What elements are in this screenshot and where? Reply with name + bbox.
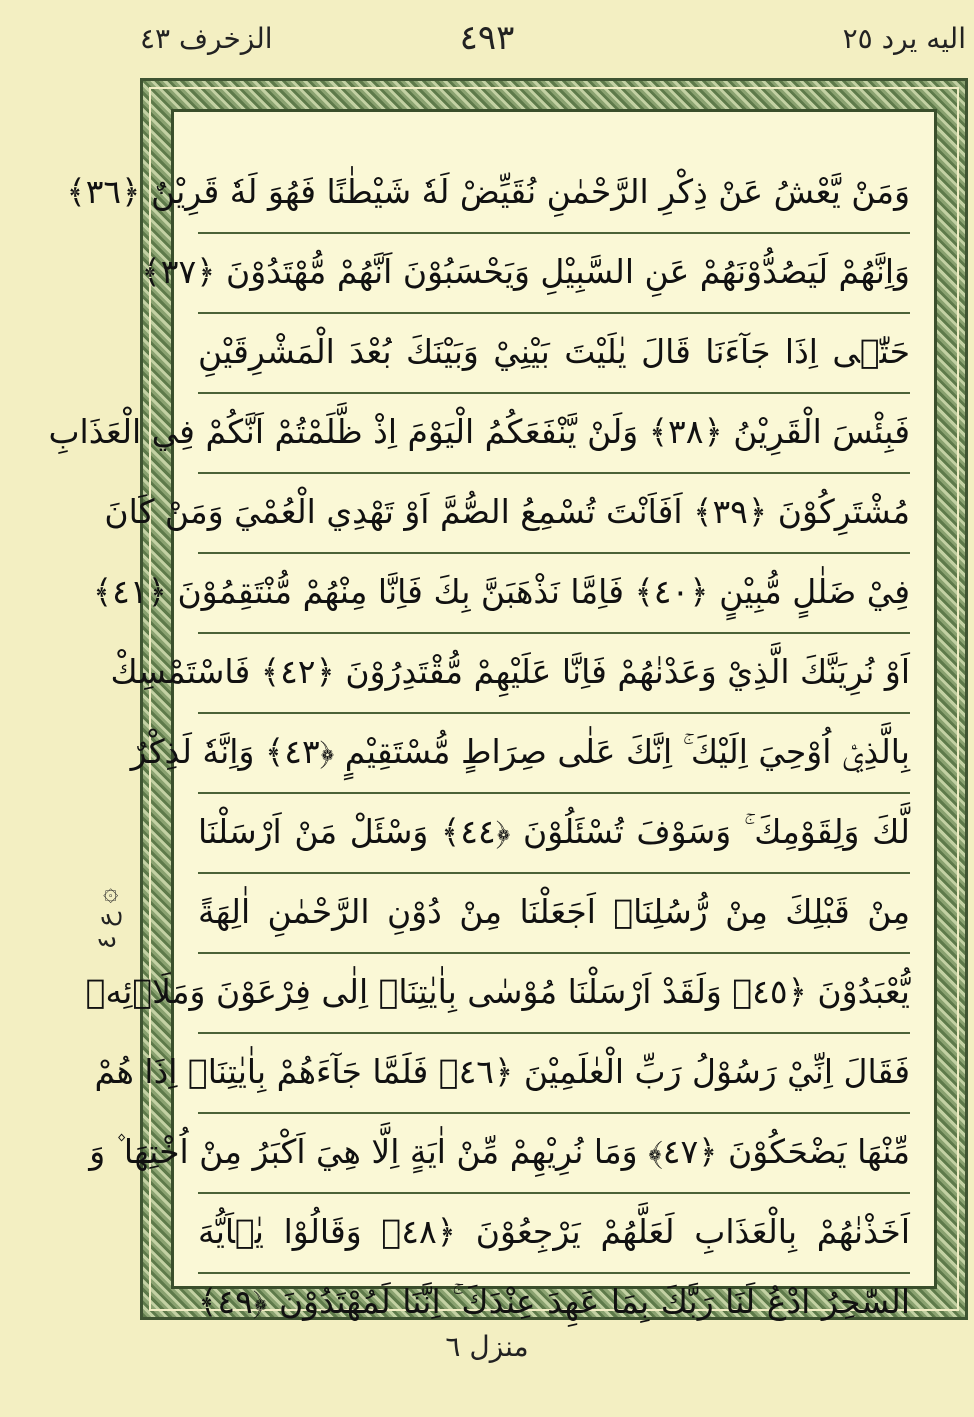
para-heading: اليه يرد ٢٥: [842, 22, 966, 55]
verse-line: اَخَذْنٰهُمْ بِالْعَذَابِ لَعَلَّهُمْ يَرْجِعُوْنَ ﴿٤٨﴾ وَقَالُوْا يٰۤاَيُّهَ: [198, 1192, 910, 1274]
manzil-footer: منزل ٦: [445, 1330, 529, 1363]
verse-line: حَتّٰۤى اِذَا جَآءَنَا قَالَ يٰلَيْتَ بَيْنِيْ وَبَيْنَكَ بُعْدَ الْمَشْرِقَيْنِ: [198, 312, 910, 394]
verse-line: السّٰحِرُ ادْعُ لَنَا رَبَّكَ بِمَا عَهِدَ عِنْدَكَ ۚ اِنَّنَا لَمُهْتَدُوْنَ ﴿٤٩﴾: [198, 1282, 910, 1321]
verse-line: بِالَّذِيْۤ اُوْحِيَ اِلَيْكَ ۚ اِنَّكَ عَلٰى صِرَاطٍ مُّسْتَقِيْمٍ ﴿٤٣﴾ وَاِنَّهٗ لَذِكْرٌ: [198, 712, 910, 794]
verse-line: لَّكَ وَلِقَوْمِكَ ۚ وَسَوْفَ تُسْئَلُوْنَ ﴿٤٤﴾ وَسْئَلْ مَنْ اَرْسَلْنَا: [198, 792, 910, 874]
verse-line: مِنْ قَبْلِكَ مِنْ رُّسُلِنَاۤ اَجَعَلْنَا مِنْ دُوْنِ الرَّحْمٰنِ اٰلِهَةً: [198, 872, 910, 954]
page-number: ٤٩٣: [459, 18, 515, 58]
verse-line: مُشْتَرِكُوْنَ ﴿٣٩﴾ اَفَاَنْتَ تُسْمِعُ الصُّمَّ اَوْ تَهْدِي الْعُمْيَ وَمَنْ كَانَ: [198, 472, 910, 554]
verse-line: يُّعْبَدُوْنَ ﴿٤٥﴾ وَلَقَدْ اَرْسَلْنَا مُوْسٰى بِاٰيٰتِنَاۤ اِلٰى فِرْعَوْنَ وَمَلَا۟ئِهٖ: [198, 952, 910, 1034]
verse-line: فَقَالَ اِنِّيْ رَسُوْلُ رَبِّ الْعٰلَمِيْنَ ﴿٤٦﴾ فَلَمَّا جَآءَهُمْ بِاٰيٰتِنَاۤ اِذَا هُمْ: [198, 1032, 910, 1114]
ruku-marker: ع ٤ ۞: [92, 888, 122, 950]
verse-line: فِيْ ضَلٰلٍ مُّبِيْنٍ ﴿٤٠﴾ فَاِمَّا نَذْهَبَنَّ بِكَ فَاِنَّا مِنْهُمْ مُّنْتَقِمُوْنَ ﴿٤١﴾: [198, 552, 910, 634]
page-header: [0, 0, 974, 70]
verse-line: فَبِئْسَ الْقَرِيْنُ ﴿٣٨﴾ وَلَنْ يَّنْفَعَكُمُ الْيَوْمَ اِذْ ظَّلَمْتُمْ اَنَّكُمْ فِي الْعَذَابِ: [198, 392, 910, 474]
verse-line: مِّنْهَا يَضْحَكُوْنَ ﴿٤٧﴾ وَمَا نُرِيْهِمْ مِّنْ اٰيَةٍ اِلَّا هِيَ اَكْبَرُ مِنْ اُخْتِهَا ۫ وَ: [198, 1112, 910, 1194]
verse-line: وَاِنَّهُمْ لَيَصُدُّوْنَهُمْ عَنِ السَّبِيْلِ وَيَحْسَبُوْنَ اَنَّهُمْ مُّهْتَدُوْنَ ﴿٣٧﴾: [198, 232, 910, 314]
verse-line: اَوْ نُرِيَنَّكَ الَّذِيْ وَعَدْنٰهُمْ فَاِنَّا عَلَيْهِمْ مُّقْتَدِرُوْنَ ﴿٤٢﴾ فَاسْتَمْسِكْ: [198, 632, 910, 714]
verse-line: وَمَنْ يَّعْشُ عَنْ ذِكْرِ الرَّحْمٰنِ نُقَيِّضْ لَهٗ شَيْطٰنًا فَهُوَ لَهٗ قَرِيْنٌ ﴿٣٦﴾: [198, 152, 910, 234]
surah-heading: الزخرف ٤٣: [140, 22, 273, 55]
